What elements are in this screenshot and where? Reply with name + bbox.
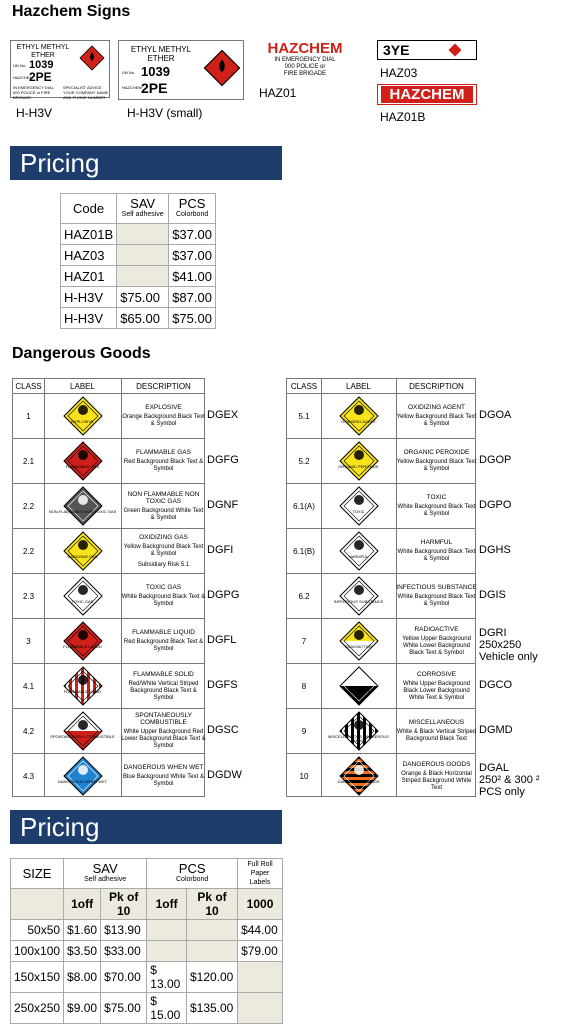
- cell-sav-pk10: $70.00: [101, 962, 147, 993]
- diamond-label: HARMFUL: [348, 554, 369, 559]
- dg-desc: White & Black Vertical Striped Background Black Text: [396, 729, 477, 742]
- dg-desc: Yellow Background Black Text & Symbol: [123, 543, 204, 557]
- dg-name: FLAMMABLE SOLID: [133, 670, 194, 678]
- dg-name: FLAMMABLE LIQUID: [132, 629, 195, 636]
- diamond-label: OXIDIZING AGENT: [340, 419, 377, 424]
- dg-desc: White Background Black Text & Symbol: [397, 594, 476, 607]
- dg-name: CORROSIVE: [416, 670, 456, 678]
- diamond-label: MISCELLANEOUS DANGEROUS GOODS: [328, 734, 389, 743]
- col-header-label: LABEL: [346, 381, 371, 391]
- dg-product-code: [207, 589, 239, 601]
- dg-name: MISCELLANEOUS: [408, 719, 465, 726]
- table-row: [61, 245, 216, 266]
- dg-row: [13, 528, 204, 573]
- dg-description: [121, 394, 206, 438]
- dg-product-code: [479, 762, 540, 798]
- hazchem-heading: Hazchem Signs: [12, 3, 131, 20]
- hazard-diamond-icon: [44, 574, 121, 618]
- dg-row: [13, 393, 204, 438]
- dg-class: 1: [26, 411, 31, 421]
- dg-product-code: [479, 627, 538, 663]
- dg-row: [287, 438, 475, 483]
- dg-code: DGFL: [207, 634, 237, 646]
- haz01-line1: IN EMERGENCY DIAL: [274, 57, 336, 63]
- cell-size: 100x100: [11, 941, 64, 962]
- dg-code: DGRI: [479, 627, 507, 639]
- dg-code: DGFS: [207, 679, 238, 691]
- dg-name: OXIDIZING AGENT: [407, 404, 466, 411]
- cell-pcs-1off: $ 15.00: [147, 993, 187, 1024]
- dg-table-right: [286, 378, 476, 797]
- dg-desc: White Background Black Text & Symbol: [397, 549, 476, 562]
- cell-pcs-pk10: [186, 920, 237, 941]
- dg-code-note: Vehicle only: [479, 651, 538, 663]
- diamond-label: INFECTIOUS SUBSTANCE: [333, 599, 384, 604]
- hazard-diamond-icon: [321, 619, 396, 663]
- dg-description: [121, 664, 206, 708]
- sign-caption-h-h3v: H-H3V: [16, 106, 53, 120]
- dg-code: DGAL: [479, 762, 509, 774]
- hazard-diamond-icon: [321, 394, 396, 438]
- dg-code: DGCO: [479, 679, 512, 691]
- dg-product-code: [207, 454, 239, 466]
- hazard-diamond-icon: [321, 664, 396, 708]
- sign-h-h3v-small: [118, 40, 244, 100]
- dg-class: 2.1: [22, 456, 35, 466]
- dg-product-code: [207, 634, 236, 646]
- dg-class: 9: [301, 726, 307, 736]
- table-row: [11, 962, 283, 993]
- pricing-band: Pricing: [10, 810, 282, 844]
- dg-desc: Yellow Background Black Text & Symbol: [396, 414, 477, 427]
- cell-pcs: $75.00: [169, 308, 216, 329]
- dg-class: 5.2: [298, 456, 310, 466]
- dg-desc: Red Background Black Text & Symbol: [123, 459, 204, 472]
- dg-description: [121, 754, 206, 798]
- table-row: [11, 941, 283, 962]
- hazard-diamond-icon: [321, 439, 396, 483]
- cell-sav: [117, 224, 169, 245]
- diamond-label: EXPLOSIVE: [71, 419, 94, 424]
- diamond-label: DANGEROUS WHEN WET: [57, 779, 108, 784]
- pricing-table-hazchem: [60, 193, 216, 329]
- dg-class: 2.2: [22, 546, 35, 556]
- dg-code: DGDW: [207, 769, 242, 781]
- hazard-diamond-icon: [321, 529, 396, 573]
- dg-description: [396, 754, 477, 798]
- dg-row: [13, 753, 204, 798]
- dg-description: [396, 664, 477, 708]
- table-row: [61, 224, 216, 245]
- dg-desc: White Background Black Text & Symbol: [397, 504, 476, 517]
- col-sub-1off: 1off: [147, 889, 187, 920]
- dg-code: DGEX: [207, 409, 239, 421]
- cell-roll: [238, 993, 283, 1024]
- cell-pcs-1off: [147, 941, 187, 962]
- dg-description: [396, 529, 477, 573]
- diamond-label: FLAMMABLE LIQUID: [63, 644, 102, 649]
- dg-product-code: [479, 454, 511, 466]
- dg-class: 4.1: [22, 681, 35, 691]
- dg-desc: Orange & Black Horizontal Striped Background White Text: [401, 770, 472, 791]
- table-row: [11, 920, 283, 941]
- dg-name: TOXIC: [426, 494, 447, 501]
- diamond-label: TOXIC GAS: [71, 599, 94, 604]
- dg-name: DANGEROUS WHEN WET: [123, 764, 204, 771]
- dg-row: [287, 618, 475, 663]
- col-sub-pk10: Pk of 10: [186, 889, 237, 920]
- dg-description: [396, 574, 477, 618]
- dg-product-code: [207, 544, 233, 556]
- sign-haz01b: [377, 84, 477, 105]
- hazard-diamond-icon: [321, 484, 396, 528]
- dg-row: [287, 483, 475, 528]
- dg-desc: Yellow Background Black Text & Symbol: [396, 459, 477, 472]
- col-header-class: CLASS: [15, 381, 42, 391]
- dg-code: DGPO: [479, 499, 512, 511]
- dg-desc: Red Background Black Text & Symbol: [123, 639, 204, 652]
- pricing-table-dangerous-goods: [10, 858, 283, 1024]
- dg-table-left: [12, 378, 205, 797]
- cell-sav: [117, 245, 169, 266]
- col-header-sav: SAV Self adhesive: [64, 859, 147, 889]
- diamond-label: NON-FLAMMABLE NON-TOXIC GAS: [48, 509, 117, 514]
- cell-sav: $65.00: [117, 308, 169, 329]
- cell-code: HAZ01: [61, 266, 117, 287]
- diamond-label: RADIOACTIVE: [344, 644, 373, 649]
- dg-product-code: [207, 499, 238, 511]
- dg-code: DGNF: [207, 499, 239, 511]
- dg-product-code: [207, 724, 239, 736]
- flame-diamond-icon: [79, 45, 105, 71]
- cell-roll: [238, 962, 283, 993]
- dg-description: [396, 484, 477, 528]
- dg-row: [287, 708, 475, 753]
- dg-product-code: [207, 769, 242, 781]
- dg-description: [396, 439, 477, 483]
- hazard-diamond-icon: [44, 439, 121, 483]
- sign-haz03: [377, 40, 477, 60]
- cell-pcs-pk10: $135.00: [186, 993, 237, 1024]
- cell-size: 250x250: [11, 993, 64, 1024]
- cell-pcs-pk10: $120.00: [186, 962, 237, 993]
- dg-class: 8: [301, 681, 307, 691]
- dg-description: [121, 709, 206, 753]
- table-row: [61, 308, 216, 329]
- diamond-label: FLAMMABLE SOLID: [63, 689, 102, 694]
- dg-row: [13, 708, 204, 753]
- dg-row: [13, 573, 204, 618]
- cell-pcs: $37.00: [169, 224, 216, 245]
- dg-name: HARMFUL: [420, 539, 453, 546]
- col-header-size: SIZE: [11, 859, 64, 889]
- dg-name: OXIDIZING GAS: [139, 533, 188, 541]
- cell-roll: $79.00: [238, 941, 283, 962]
- hazard-diamond-icon: [44, 754, 121, 798]
- dg-name: ORGANIC PEROXIDE: [403, 449, 470, 456]
- hazard-diamond-icon: [321, 754, 396, 798]
- dg-product-code: [479, 499, 511, 511]
- dg-row: [13, 438, 204, 483]
- un-label: UN No.: [13, 63, 27, 68]
- cell-pcs: $87.00: [169, 287, 216, 308]
- sign-title: ETHYL METHYL ETHER: [130, 45, 192, 63]
- dg-name: RADIOACTIVE: [414, 625, 459, 633]
- col-sub-1000: 1000: [238, 889, 283, 920]
- dg-row: [287, 573, 475, 618]
- dg-product-code: [479, 544, 511, 556]
- col-header-description: DESCRIPTION: [409, 381, 464, 391]
- haz03-title: 3YE: [383, 42, 410, 58]
- dg-name: EXPLOSIVE: [145, 404, 182, 411]
- dg-class: 4.2: [22, 726, 35, 736]
- cell-size: 50x50: [11, 920, 64, 941]
- diamond-label: OXIDIZING GAS: [67, 554, 98, 559]
- dg-class: 4.3: [22, 771, 35, 781]
- dg-extra: Subsidiary Risk 5.1: [137, 561, 190, 568]
- diamond-label: SPONTANEOUSLY COMBUSTIBLE: [50, 734, 115, 739]
- sign-h-h3v: [10, 40, 110, 98]
- un-number: 1039: [141, 64, 170, 79]
- dg-desc: White Background Black Text & Symbol: [121, 594, 206, 607]
- cell-code: HAZ03: [61, 245, 117, 266]
- hazchem-label: HAZCHEM: [13, 75, 33, 80]
- dg-row: [287, 663, 475, 708]
- dg-code: DGOA: [479, 409, 512, 421]
- dg-code: DGFG: [207, 454, 239, 466]
- dg-class: 6.1(A): [293, 501, 315, 511]
- dg-code-size: 250x250: [479, 639, 522, 651]
- dg-desc: Orange Background Black Text & Symbol: [122, 414, 205, 427]
- col-header-description: DESCRIPTION: [136, 381, 191, 391]
- cell-pcs-1off: $ 13.00: [147, 962, 187, 993]
- sign-footer-right: SPECIALIST ADVICE YOUR COMPANY NAME AND PHONE NUMBER: [63, 85, 109, 100]
- un-label: UN No.: [122, 70, 136, 75]
- dangerous-goods-heading: Dangerous Goods: [12, 345, 151, 362]
- hazchem-code: 2PE: [29, 70, 52, 84]
- cell-pcs-1off: [147, 920, 187, 941]
- haz01b-title: HAZCHEM: [381, 86, 473, 103]
- dg-description: [121, 574, 206, 618]
- dg-desc: White Upper Background Black Lower Background White Text & Symbol: [402, 680, 471, 701]
- dg-code: DGMD: [479, 724, 513, 736]
- dg-description: [396, 709, 477, 753]
- pricing-band: Pricing: [10, 146, 282, 180]
- cell-code: H-H3V: [61, 308, 117, 329]
- dg-class: 6.2: [298, 591, 310, 601]
- sign-caption-h-h3v-small: H-H3V (small): [127, 106, 203, 120]
- dg-class: 7: [301, 636, 307, 646]
- cell-roll: $44.00: [238, 920, 283, 941]
- dg-desc: Blue Background White Text & Symbol: [123, 774, 204, 787]
- col-header-class: CLASS: [290, 381, 318, 391]
- dg-row: [13, 483, 204, 528]
- col-header-sav: SAV Self adhesive: [117, 194, 169, 224]
- dg-row: [287, 753, 475, 798]
- hazard-diamond-icon: [44, 484, 121, 528]
- dg-class: 2.2: [22, 501, 35, 511]
- hazard-diamond-icon: [321, 709, 396, 753]
- cell-size: 150x150: [11, 962, 64, 993]
- dg-name: SPONTANEOUSLY COMBUSTIBLE: [135, 712, 192, 726]
- cell-code: H-H3V: [61, 287, 117, 308]
- hazchem-label: HAZCHEM: [122, 85, 142, 90]
- sign-caption-haz01b: HAZ01B: [380, 110, 426, 124]
- cell-sav-1off: $1.60: [64, 920, 101, 941]
- haz01-line2: 000 POLICE or: [284, 64, 326, 70]
- diamond-label: ORGANIC PEROXIDE: [338, 464, 379, 469]
- cell-sav: $75.00: [117, 287, 169, 308]
- table-row: [11, 993, 283, 1024]
- table-row: [61, 266, 216, 287]
- dg-row: [287, 528, 475, 573]
- dg-code: DGOP: [479, 454, 512, 466]
- dg-name: NON FLAMMABLE NON TOXIC GAS: [127, 490, 200, 505]
- hazard-diamond-icon: [44, 664, 121, 708]
- dg-code: DGFI: [207, 544, 234, 556]
- dg-row: [13, 618, 204, 663]
- dg-class: 2.3: [22, 591, 35, 601]
- dg-code: DGPG: [207, 589, 240, 601]
- dg-product-code: [479, 589, 506, 601]
- col-header-pcs: PCS Colorbond: [169, 194, 216, 224]
- dg-code-note: PCS only: [479, 786, 525, 798]
- sign-caption-haz01: HAZ01: [259, 86, 297, 100]
- dg-desc: Green Background White Text & Symbol: [123, 507, 204, 521]
- dg-name: TOXIC GAS: [145, 584, 182, 591]
- dg-row: [13, 663, 204, 708]
- cell-sav-1off: $8.00: [64, 962, 101, 993]
- dg-desc: Yellow Upper Background White Lower Background Black Text & Symbol: [402, 635, 471, 656]
- cell-sav-pk10: $13.90: [101, 920, 147, 941]
- sign-title: ETHYL METHYL ETHER: [16, 44, 70, 59]
- un-number: 1039: [29, 59, 54, 71]
- cell-sav-pk10: $33.00: [101, 941, 147, 962]
- dg-description: [121, 484, 206, 528]
- hazard-diamond-icon: [44, 619, 121, 663]
- diamond-label: FLAMMABLE GAS: [65, 464, 100, 469]
- diamond-label: DANGEROUS GOODS: [337, 779, 380, 784]
- dg-product-code: [207, 679, 238, 691]
- sign-caption-haz03: HAZ03: [380, 66, 418, 80]
- dg-description: [121, 439, 206, 483]
- cell-sav-pk10: $75.00: [101, 993, 147, 1024]
- dg-code: DGSC: [207, 724, 239, 736]
- dg-code-size: 250² & 300 ²: [479, 774, 540, 786]
- cell-pcs: $37.00: [169, 245, 216, 266]
- col-header-pcs: PCS Colorbond: [147, 859, 238, 889]
- dg-product-code: [479, 724, 513, 736]
- col-sub-1off: 1off: [64, 889, 101, 920]
- dg-class: 10: [299, 771, 309, 781]
- diamond-label: TOXIC: [352, 509, 365, 514]
- hazchem-code: 2PE: [141, 80, 168, 96]
- sign-haz01: [257, 40, 353, 82]
- dg-product-code: [479, 679, 512, 691]
- hazard-diamond-icon: [44, 394, 121, 438]
- hazard-diamond-icon: [321, 574, 396, 618]
- col-header-label: LABEL: [70, 381, 95, 391]
- hazard-diamond-icon: [44, 709, 121, 753]
- mini-diamond-icon: [448, 43, 462, 57]
- haz01-title: HAZCHEM: [267, 40, 343, 57]
- cell-sav: [117, 266, 169, 287]
- dg-name: INFECTIOUS SUBSTANCE: [396, 584, 477, 591]
- flame-diamond-icon: [203, 49, 241, 87]
- dg-name: FLAMMABLE GAS: [136, 449, 191, 456]
- cell-pcs: $41.00: [169, 266, 216, 287]
- col-sub-pk10: Pk of 10: [101, 889, 147, 920]
- dg-code: DGIS: [479, 589, 506, 601]
- cell-sav-1off: $9.00: [64, 993, 101, 1024]
- dg-product-code: [207, 409, 238, 421]
- sign-footer-left: IN EMERGENCY DIAL 000 POLICE or FIRE BRIGADE: [13, 85, 54, 100]
- cell-blank: [11, 889, 64, 920]
- dg-code: DGHS: [479, 544, 511, 556]
- table-row: [61, 287, 216, 308]
- dg-desc: White Upper Background Red Lower Background Black Text & Symbol: [121, 729, 206, 749]
- dg-class: 3: [26, 636, 31, 646]
- hazard-diamond-icon: [44, 529, 121, 573]
- haz01-line3: FIRE BRIGADE: [283, 71, 327, 77]
- cell-code: HAZ01B: [61, 224, 117, 245]
- diamond-label: CORROSIVE: [346, 689, 371, 694]
- dg-name: DANGEROUS GOODS: [402, 760, 471, 768]
- dg-class: 5.1: [298, 411, 310, 421]
- dg-row: [287, 393, 475, 438]
- dg-description: [121, 619, 206, 663]
- dg-description: [396, 619, 477, 663]
- dg-description: [121, 529, 206, 573]
- cell-pcs-pk10: [186, 941, 237, 962]
- dg-product-code: [479, 409, 511, 421]
- dg-class: 6.1(B): [293, 546, 315, 556]
- dg-desc: Red/White Vertical Striped Background Black Text & Symbol: [128, 680, 199, 701]
- dg-description: [396, 394, 477, 438]
- col-header-code: Code: [61, 194, 117, 224]
- col-header-full-roll: Full Roll Paper Labels: [238, 859, 283, 889]
- cell-sav-1off: $3.50: [64, 941, 101, 962]
